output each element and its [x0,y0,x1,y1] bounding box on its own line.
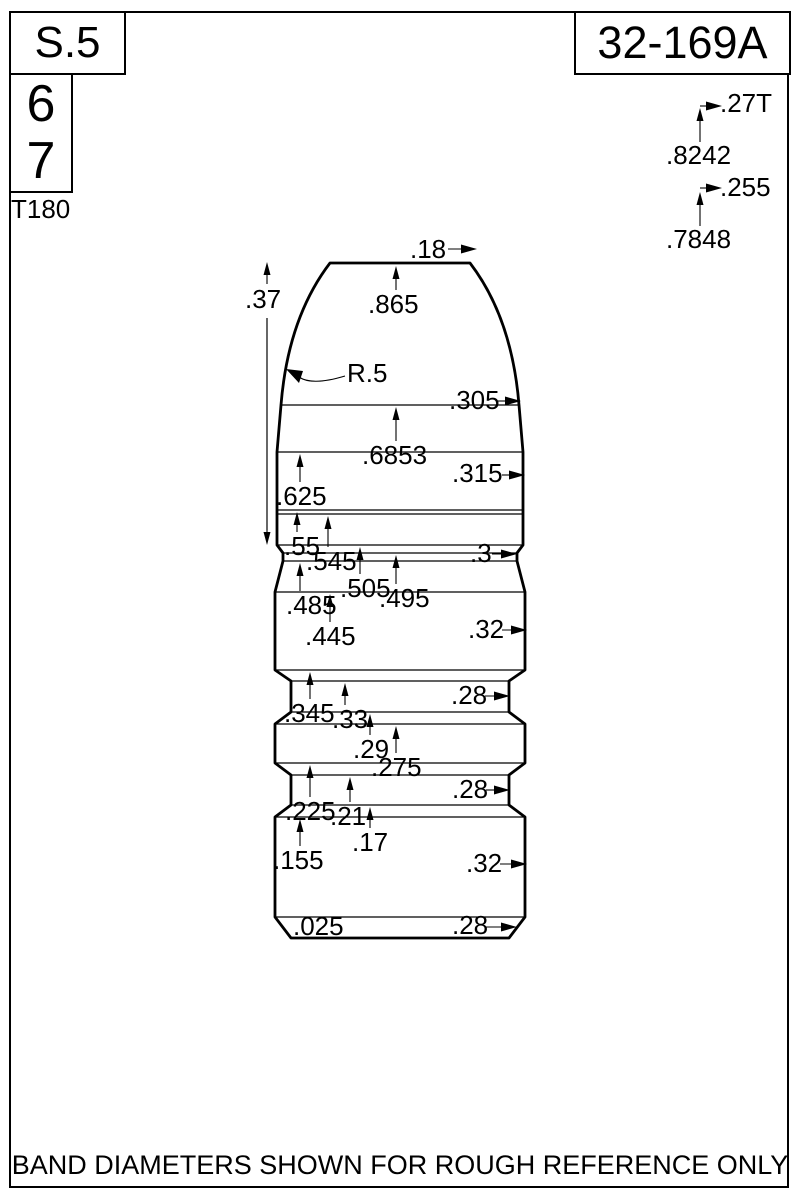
dim-label-length: .485 [286,590,337,620]
dim-label-overall-length: .865 [368,289,419,319]
dim-label-band-diameter: .32 [468,614,505,644]
dim-label-base-bevel-length: .025 [293,911,344,941]
cavity-number-bottom: 7 [26,132,56,190]
dim-label-groove-diameter: .28 [452,774,489,804]
cavity-box [9,73,73,193]
catalog-number: T180 [11,194,71,224]
dim-label-length: .505 [340,573,391,603]
dim-label-meplat-diameter: .18 [410,234,447,264]
dim-label-length: .21 [330,801,367,831]
dim-label-length: .6853 [362,440,428,470]
dim-label-length: .225 [285,796,336,826]
dim-label-diameter: .315 [452,458,503,488]
dim-label-length: .55 [284,531,321,561]
dim-label-length: .545 [306,546,357,576]
scale-label: S.5 [34,18,101,67]
dim-label-ogive-diameter: .27T [720,88,773,118]
design-number-box [574,11,791,75]
dim-label-crimp-groove-diameter: .3 [470,538,492,568]
cavity-number-top: 6 [26,75,56,133]
dim-label-length: .445 [305,621,356,651]
dim-label-length: .495 [379,583,430,613]
dim-label-nose-length: .37 [245,284,282,314]
dim-label-ogive-length: .8242 [666,140,732,170]
dim-label-length: .155 [273,845,324,875]
dim-label-length: .275 [371,752,422,782]
dim-label-length: .17 [352,827,389,857]
scale-box [9,11,126,75]
dim-label-ogive-diameter: .255 [720,172,771,202]
dim-label-band-diameter: .32 [466,848,503,878]
dim-label-diameter: .305 [449,385,500,415]
design-number: 32-169A [597,17,768,68]
dim-label-length: .33 [332,704,369,734]
dim-label-groove-diameter: .28 [451,680,488,710]
dim-label-ogive-length: .7848 [666,224,732,254]
dim-label-length: .345 [284,698,335,728]
sheet-border [9,11,789,1188]
footer-note: BAND DIAMETERS SHOWN FOR ROUGH REFERENCE ONLY [11,1150,789,1180]
dim-label-length: .29 [353,734,390,764]
dim-label-length: .625 [276,481,327,511]
dim-label-ogive-radius: R.5 [347,358,388,388]
dim-label-base-diameter: .28 [452,910,489,940]
